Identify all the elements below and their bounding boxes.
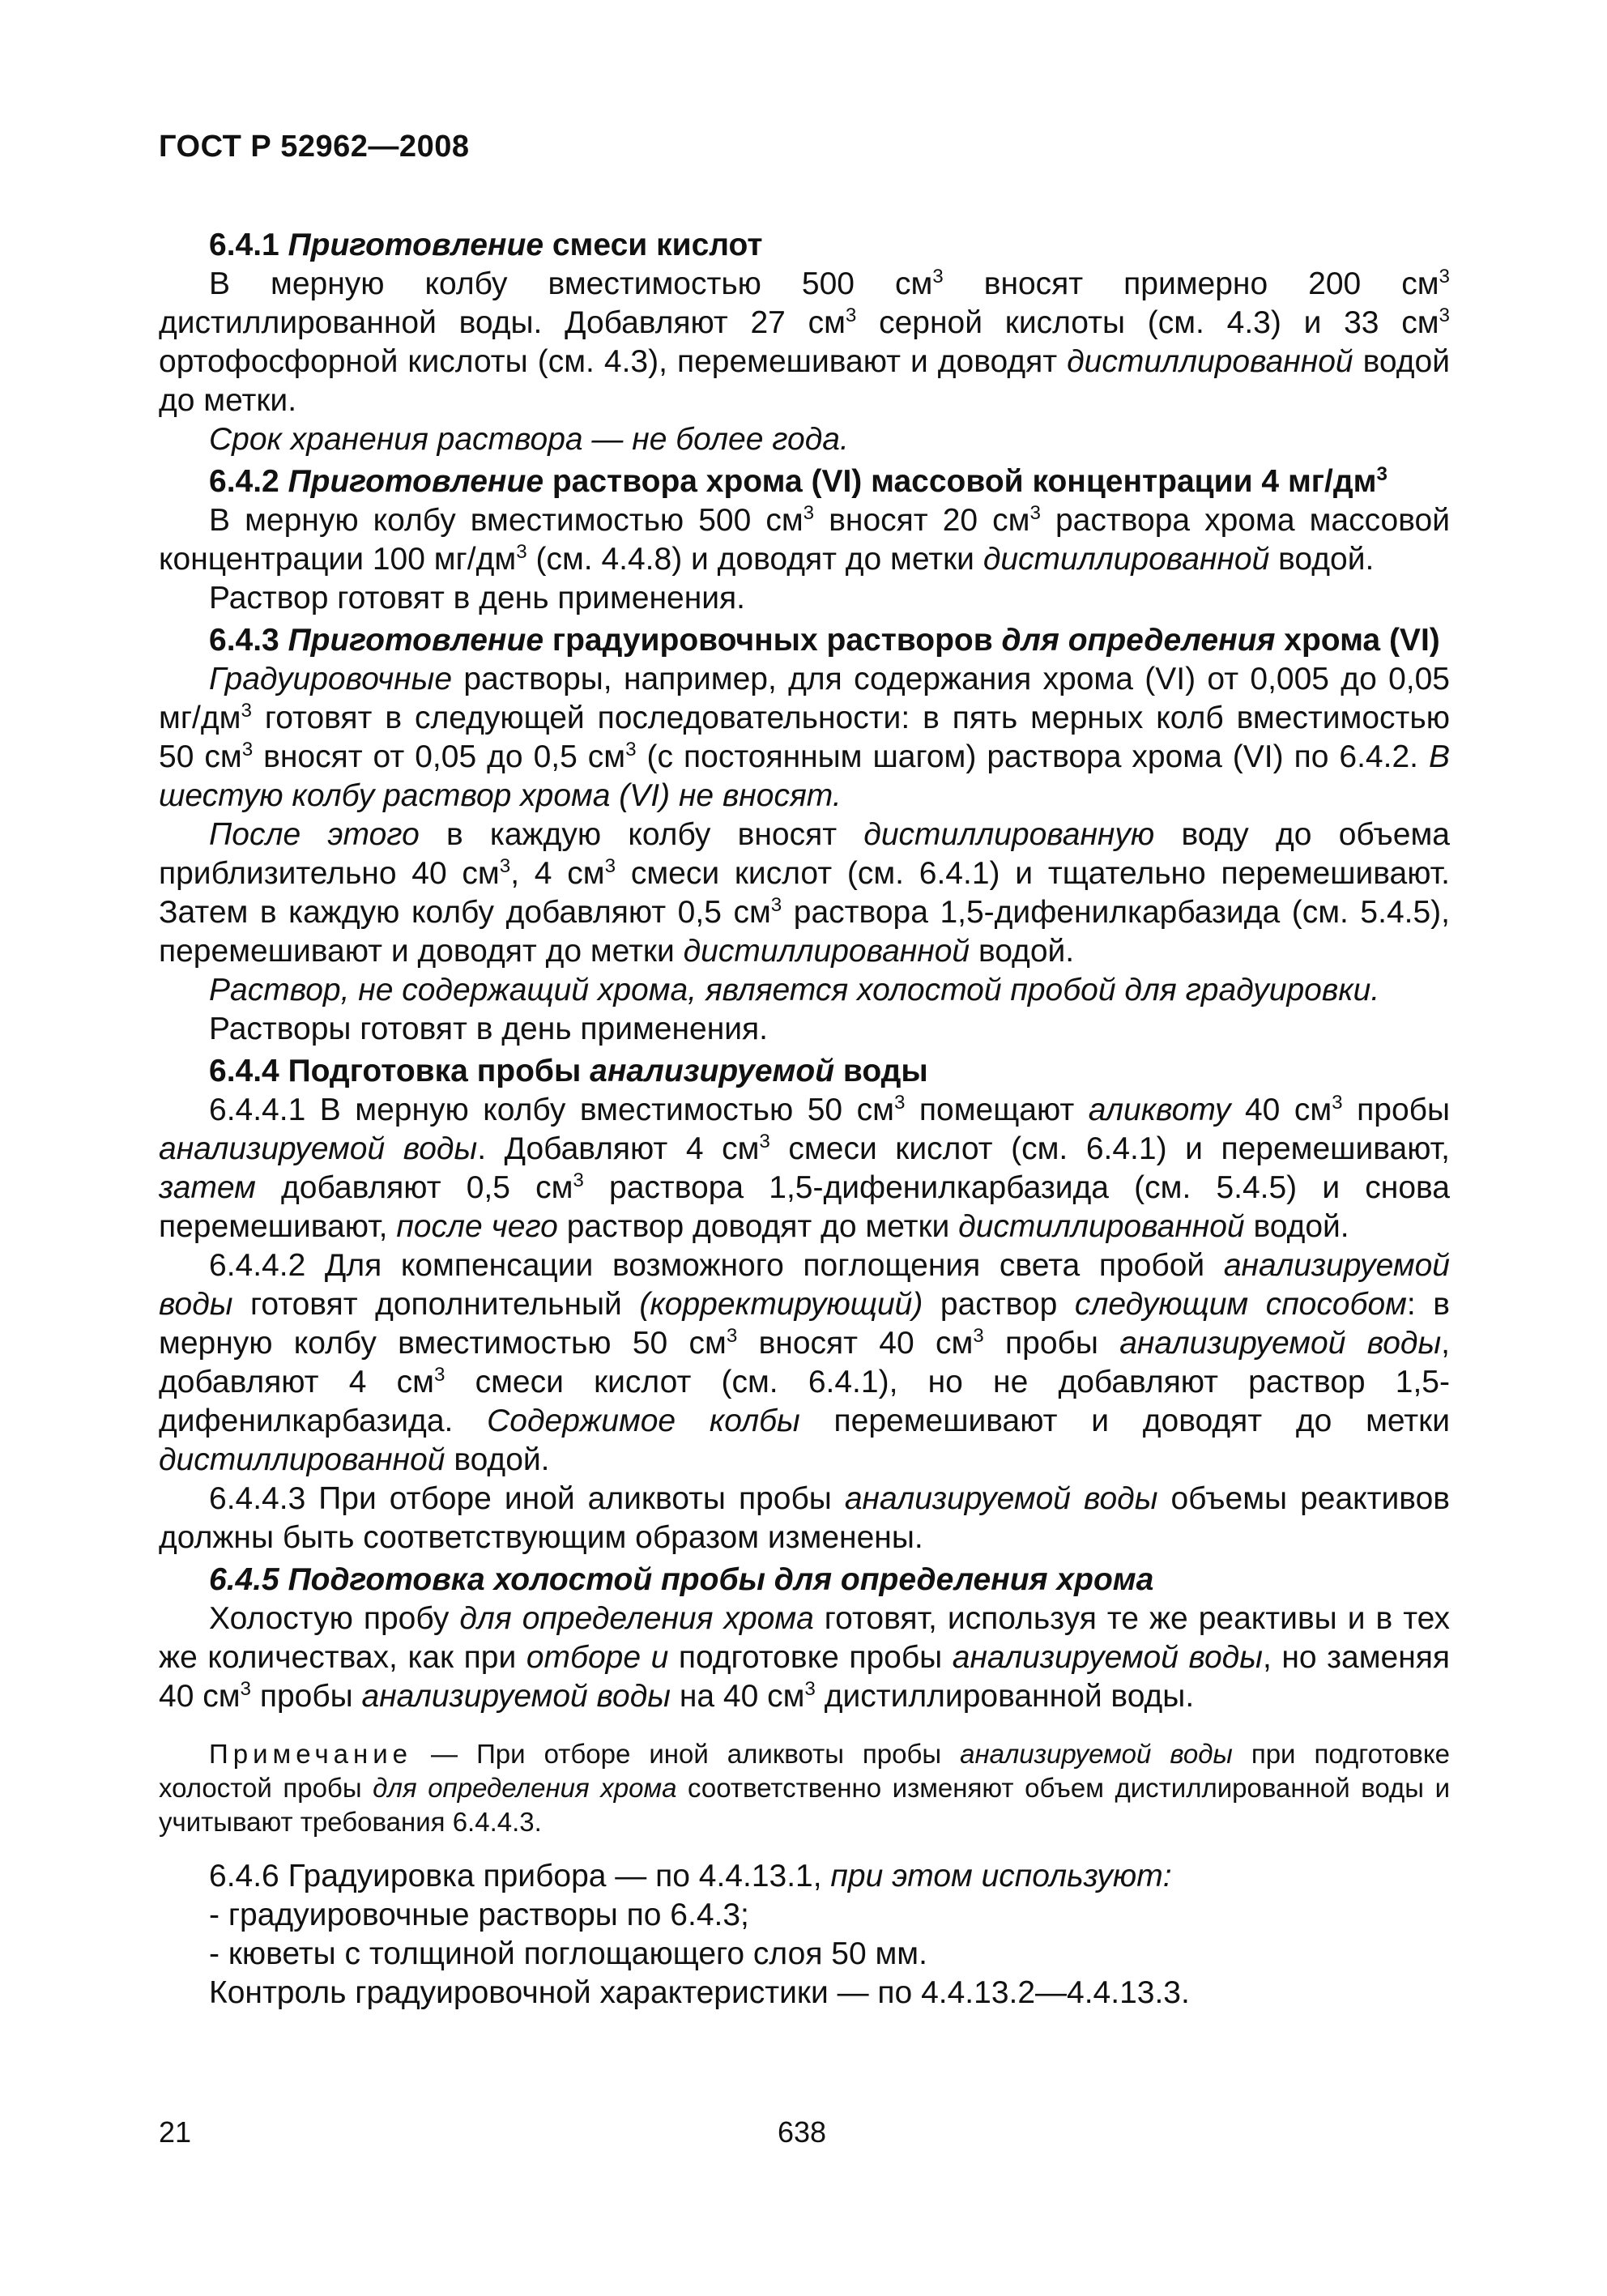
section-heading-6-4-4: 6.4.4 Подготовка пробы анализируемой воды xyxy=(209,1054,928,1088)
paragraph: Раствор готовят в день применения. xyxy=(209,581,745,616)
paragraph: Раствор, не содержащий хрома, является холостой пробой для градуировки. xyxy=(209,973,1380,1007)
paragraph: 6.4.4.2 Для компенсации возможного поглощения света пробой анализируемой воды готовят дополнительный (корректирующий) раствор следующим способом: в мерную колбу вместимостью 50 $см^3$ вносят 40 $см^3$ пробы анализируемой воды, добавляют 4 $см^3$ смеси кислот (см. 6.4.1), но не добавляют раствор 1,5-дифенилкарбазида. Содержимое колбы перемешивают и доводят до метки дистиллированной водой. xyxy=(159,1248,1450,1477)
paragraph: После этого в каждую колбу вносят дистиллированную воду до объема приблизительно 40 $см^3$, 4 $см^3$ смеси кислот (см. 6.4.1) и тщательно перемешивают. Затем в каждую колбу добавляют 0,5 $см^3$ раствора 1,5-дифенилкарбазида (см. 5.4.5), перемешивают и доводят до метки дистиллированной водой. xyxy=(159,817,1451,969)
paragraph: Контроль градуировочной характеристики — по 4.4.13.2—4.4.13.3. xyxy=(209,1975,1190,2010)
list-item: - кюветы с толщиной поглощающего слоя 50 мм. xyxy=(209,1936,927,1971)
page-number-center: 638 xyxy=(778,2115,827,2149)
section-heading-6-4-1: 6.4.1 Приготовление смеси кислот xyxy=(209,228,763,262)
paragraph: В мерную колбу вместимостью 500 $см^3$ вносят 20 $см^3$ раствора хрома массовой концентрации 100 $мг/дм^3$ (см. 4.4.8) и доводят до метки дистиллированной водой. xyxy=(159,502,1450,577)
section-heading-6-4-3: 6.4.3 Приготовление градуировочных растворов для определения хрома (VI) xyxy=(209,623,1440,658)
paragraph: Растворы готовят в день применения. xyxy=(209,1012,769,1046)
paragraph: 6.4.4.1 В мерную колбу вместимостью 50 $см^3$ помещают аликвоту 40 $см^3$ пробы анализируемой воды. Добавляют 4 $см^3$ смеси кислот (см. 6.4.1) и перемешивают, затем добавляют 0,5 $см^3$ раствора 1,5-дифенилкарбазида (см. 5.4.5) и снова перемешивают, после чего раствор доводят до метки дистиллированной водой. xyxy=(159,1092,1451,1244)
paragraph: В мерную колбу вместимостью 500 $см^3$ вносят примерно 200 $см^3$ дистиллированной воды. Добавляют 27 $см^3$ серной кислоты (см. 4.3) и 33 $см^3$ ортофосфорной кислоты (см. 4.3), перемешивают и доводят дистиллированной водой до метки. xyxy=(159,266,1450,418)
document-header: ГОСТ Р 52962—2008 xyxy=(159,130,470,164)
paragraph: Холостую пробу для определения хрома готовят, используя те же реактивы и в тех же количествах, как при отборе и подготовке пробы анализируемой воды, но заменяя 40 $см^3$ пробы анализируемой воды на 40 $см^3$ дистиллированной воды. xyxy=(159,1601,1450,1714)
paragraph: Срок хранения раствора — не более года. xyxy=(209,422,849,457)
section-heading-6-4-5: 6.4.5 Подготовка холостой пробы для определения хрома xyxy=(209,1562,1154,1597)
note: Примечание — При отборе иной аликвоты пробы анализируемой воды при подготовке холостой пробы для определения хрома соответственно изменяют объем дистиллированной воды и учитывают требования 6.4.4.3. xyxy=(159,1739,1451,1837)
list-item: - градуировочные растворы по 6.4.3; xyxy=(209,1898,749,1932)
paragraph: 6.4.4.3 При отборе иной аликвоты пробы анализируемой воды объемы реактивов должны быть соответствующим образом изменены. xyxy=(159,1481,1450,1555)
paragraph: 6.4.6 Градуировка прибора — по 4.4.13.1, при этом используют: xyxy=(209,1859,1172,1893)
section-heading-6-4-2: 6.4.2 Приготовление раствора хрома (VI) массовой концентрации 4 $мг/дм^3$ xyxy=(209,463,1387,499)
page-number-left: 21 xyxy=(159,2115,192,2149)
document-body xyxy=(159,223,1450,2013)
paragraph: Градуировочные растворы, например, для содержания хрома (VI) от 0,005 до 0,05 $мг/дм^3$ готовят в следующей последовательности: в пять мерных колб вместимостью 50 $см^3$ вносят от 0,05 до 0,5 $см^3$ (с постоянным шагом) раствора хрома (VI) по 6.4.2. В шестую колбу раствор хрома (VI) не вносят. xyxy=(159,662,1450,813)
